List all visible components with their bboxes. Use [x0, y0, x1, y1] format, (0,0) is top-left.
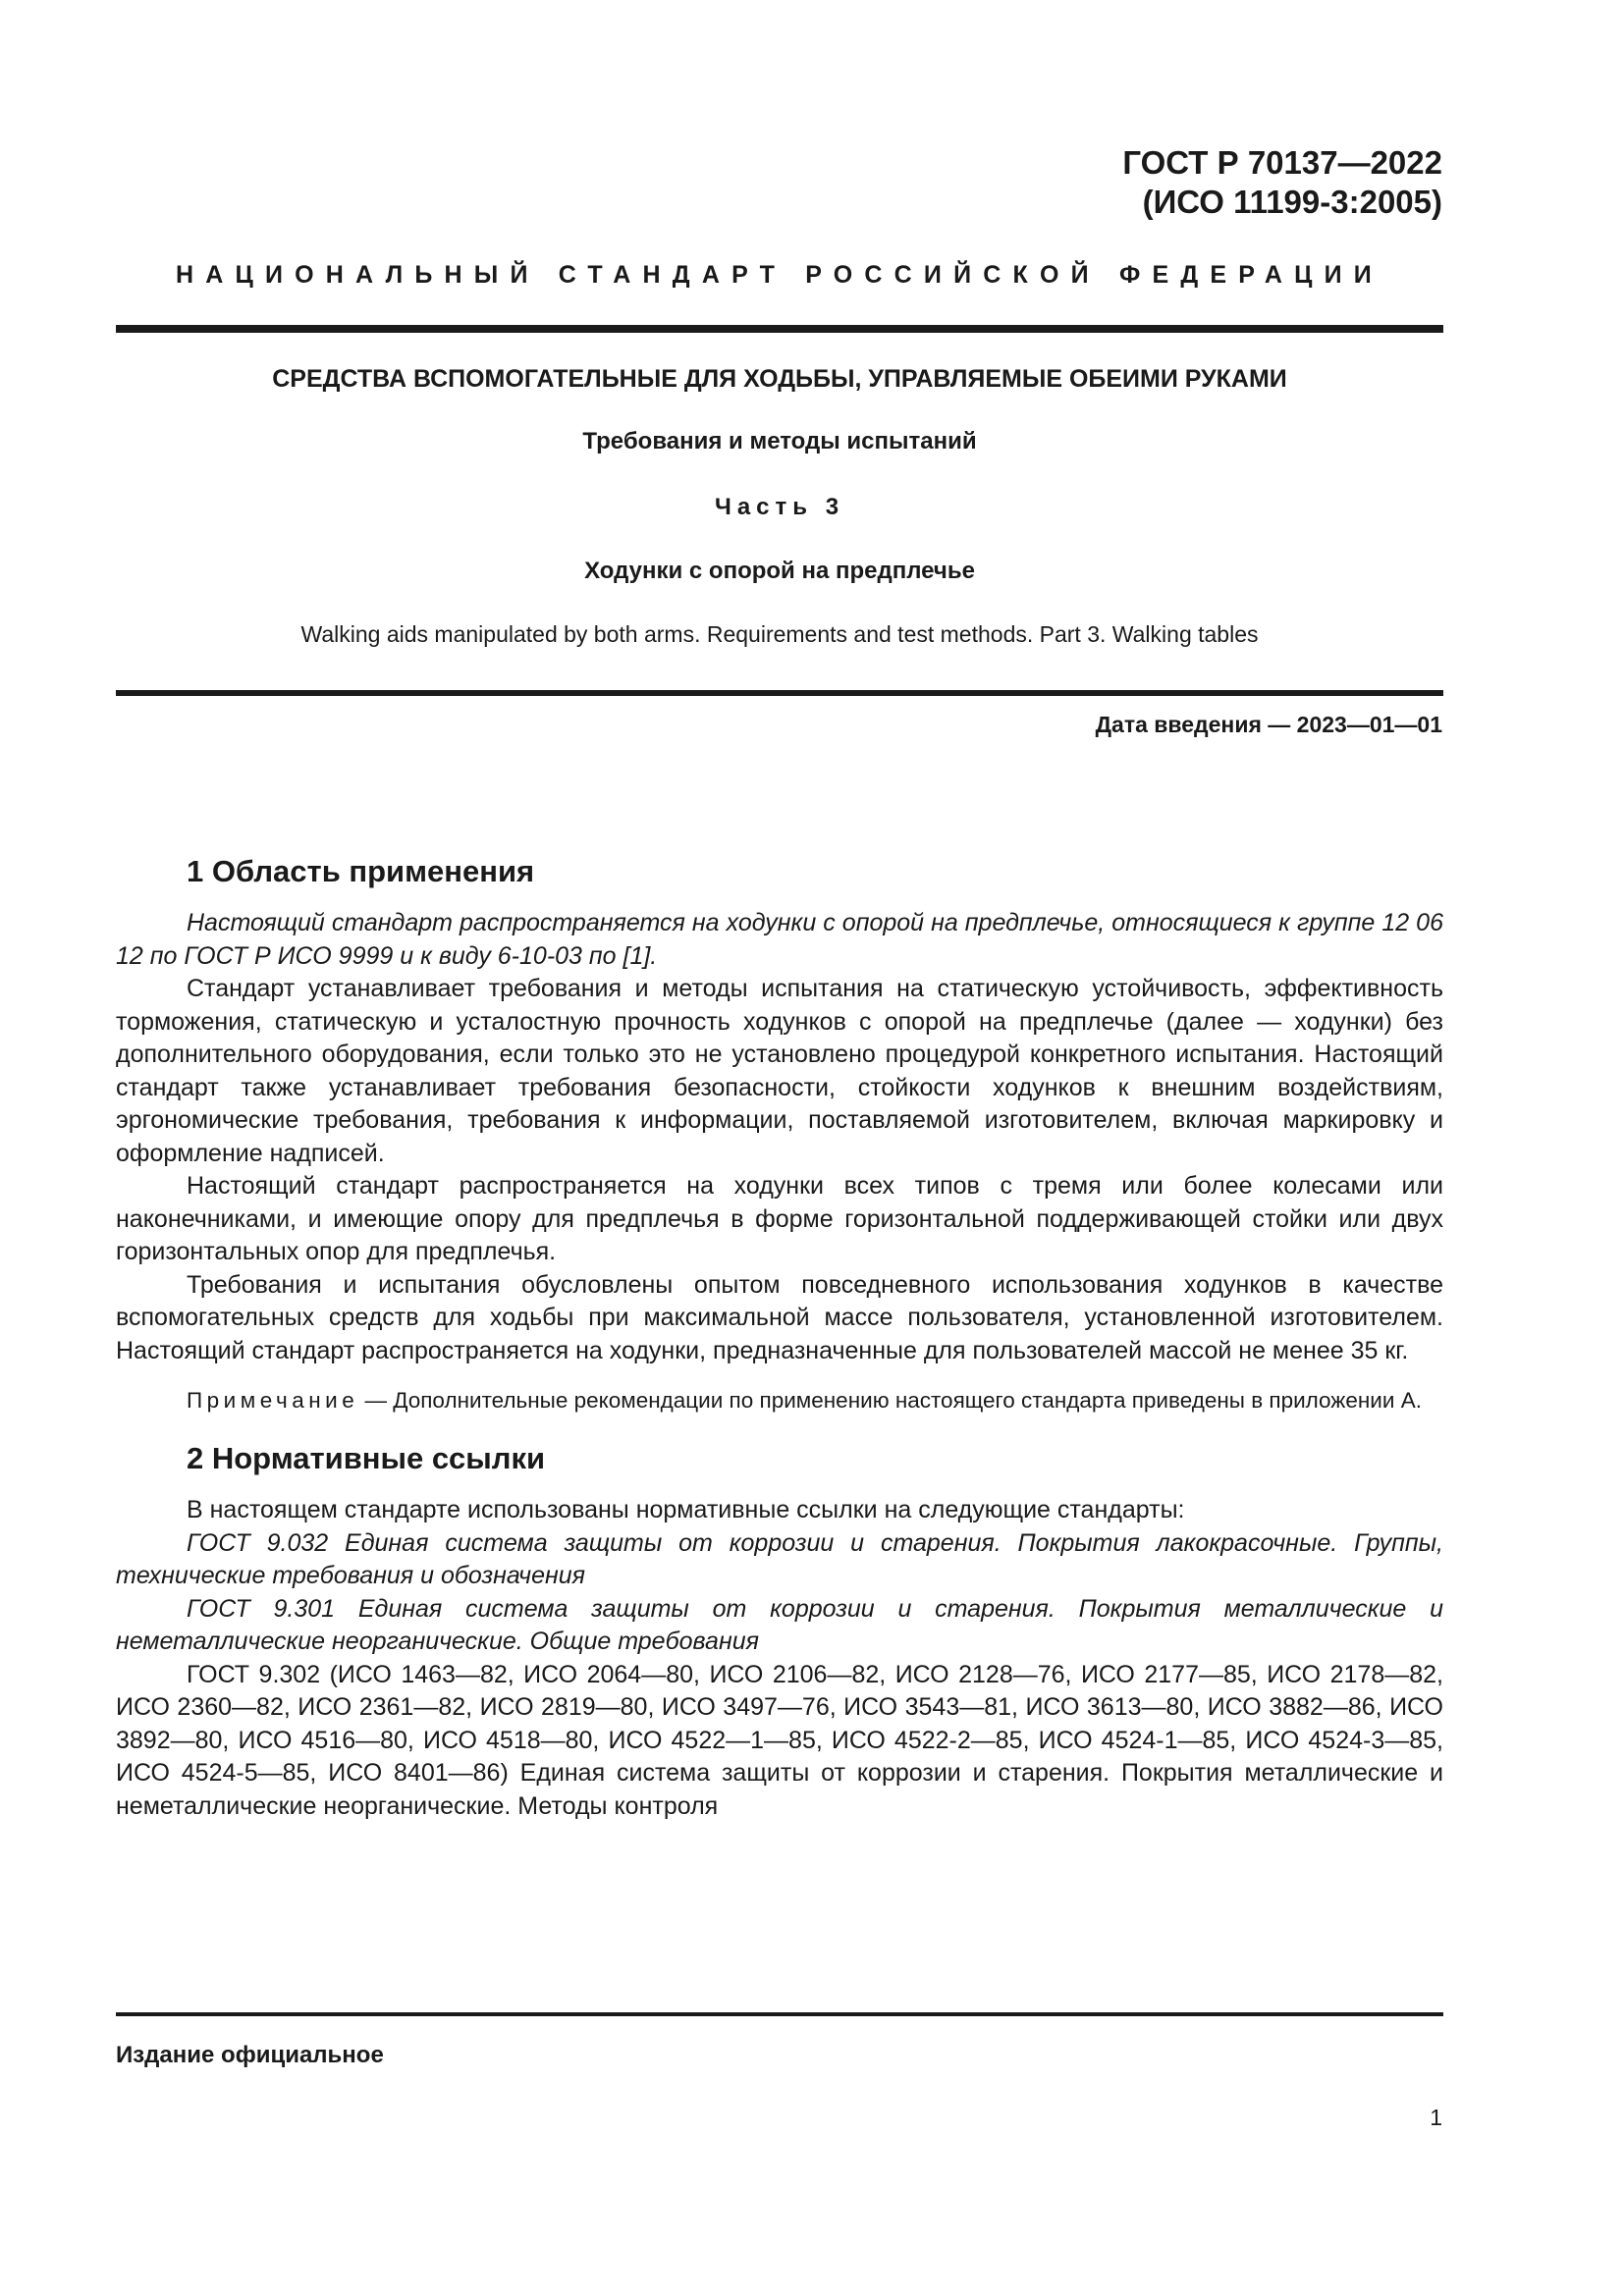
- document-number-iso: (ИСО 11199-3:2005): [1142, 184, 1442, 220]
- section-2-heading: 2 Нормативные ссылки: [187, 1441, 546, 1475]
- document-title: СРЕДСТВА ВСПОМОГАТЕЛЬНЫЕ ДЛЯ ХОДЬБЫ, УПРАВЛЯЕМЫЕ ОБЕИМИ РУКАМИ: [272, 365, 1287, 393]
- section-1-paragraph-3: Настоящий стандарт распространяется на ходунки всех типов с тремя или более колесами или наконечниками, и имеющие опору для предплечья в форме горизонтальной поддерживающей стойки или двух горизонтальных опор для предплечья.: [116, 1172, 1443, 1265]
- footer-divider: [116, 2012, 1443, 2016]
- section-2-paragraph-1: В настоящем стандарте использованы нормативные ссылки на следующие стандарты:: [187, 1496, 1185, 1523]
- section-2-paragraph-3: ГОСТ 9.301 Единая система защиты от коррозии и старения. Покрытия металлические и неметаллические неорганические. Общие требования: [116, 1594, 1443, 1655]
- note-label: Примечание: [187, 1388, 359, 1413]
- document-part-title: Ходунки с опорой на предплечье: [584, 558, 975, 584]
- english-title: Walking aids manipulated by both arms. Requirements and test methods. Part 3. Walking tables: [300, 621, 1259, 647]
- section-1-paragraph-2: Стандарт устанавливает требования и методы испытания на статическую устойчивость, эффективность торможения, статическую и усталостную прочность ходунков с опорой на предплечье (далее — ходунки) без дополнительного оборудования, если только это не установлено процедурой конкретного испытания. Настоящий стандарт также устанавливает требования безопасности, стойкости ходунков к внешним воздействиям, эргономические требования, требования к информации, поставляемой изготовителем, включая маркировку и оформление надписей.: [116, 975, 1443, 1167]
- document-subtitle: Требования и методы испытаний: [582, 428, 977, 454]
- standard-banner: НАЦИОНАЛЬНЫЙ СТАНДАРТ РОССИЙСКОЙ ФЕДЕРАЦИИ: [176, 261, 1383, 289]
- document-part: Часть 3: [714, 494, 845, 520]
- document-number-gost: ГОСТ Р 70137—2022: [1122, 144, 1442, 181]
- title-divider: [116, 690, 1443, 696]
- section-1-paragraph-4: Требования и испытания обусловлены опытом повседневного использования ходунков в качестве вспомогательных средств для ходьбы при максимальной массе пользователя, установленной изготовителем. Настоящий стандарт распространяется на ходунки, предназначенные для пользователей массой не менее 35 кг.: [116, 1270, 1443, 1364]
- note-text: — Дополнительные рекомендации по применению настоящего стандарта приведены в приложении А.: [358, 1388, 1422, 1413]
- section-2-paragraph-4: ГОСТ 9.302 (ИСО 1463—82, ИСО 2064—80, ИСО 2106—82, ИСО 2128—76, ИСО 2177—85, ИСО 2178—82, ИСО 2360—82, ИСО 2361—82, ИСО 2819—80, ИСО 3497—76, ИСО 3543—81, ИСО 3613—80, ИСО 3882—86, ИСО 3892—80, ИСО 4516—80, ИСО 4518—80, ИСО 4522—1—85, ИСО 4522-2—85, ИСО 4524-1—85, ИСО 4524-3—85, ИСО 4524-5—85, ИСО 8401—86) Единая система защиты от коррозии и старения. Покрытия металлические и неметаллические неорганические. Методы контроля: [116, 1660, 1443, 1820]
- official-edition-label: Издание официальное: [116, 2042, 384, 2068]
- header-divider: [116, 325, 1443, 333]
- section-1-paragraph-1: Настоящий стандарт распространяется на ходунки с опорой на предплечье, относящиеся к группе 12 06 12 по ГОСТ Р ИСО 9999 и к виду 6-10-03 по [1].: [116, 909, 1443, 970]
- document-number: [1122, 143, 1442, 222]
- section-1-heading: 1 Область применения: [187, 854, 535, 888]
- main-content: [116, 852, 1443, 1823]
- page-number: 1: [1430, 2105, 1442, 2130]
- section-2-paragraph-2: ГОСТ 9.032 Единая система защиты от коррозии и старения. Покрытия лакокрасочные. Группы, технические требования и обозначения: [116, 1528, 1443, 1589]
- section-1-note: [116, 1385, 1443, 1415]
- introduction-date: Дата введения — 2023—01—01: [1095, 712, 1442, 737]
